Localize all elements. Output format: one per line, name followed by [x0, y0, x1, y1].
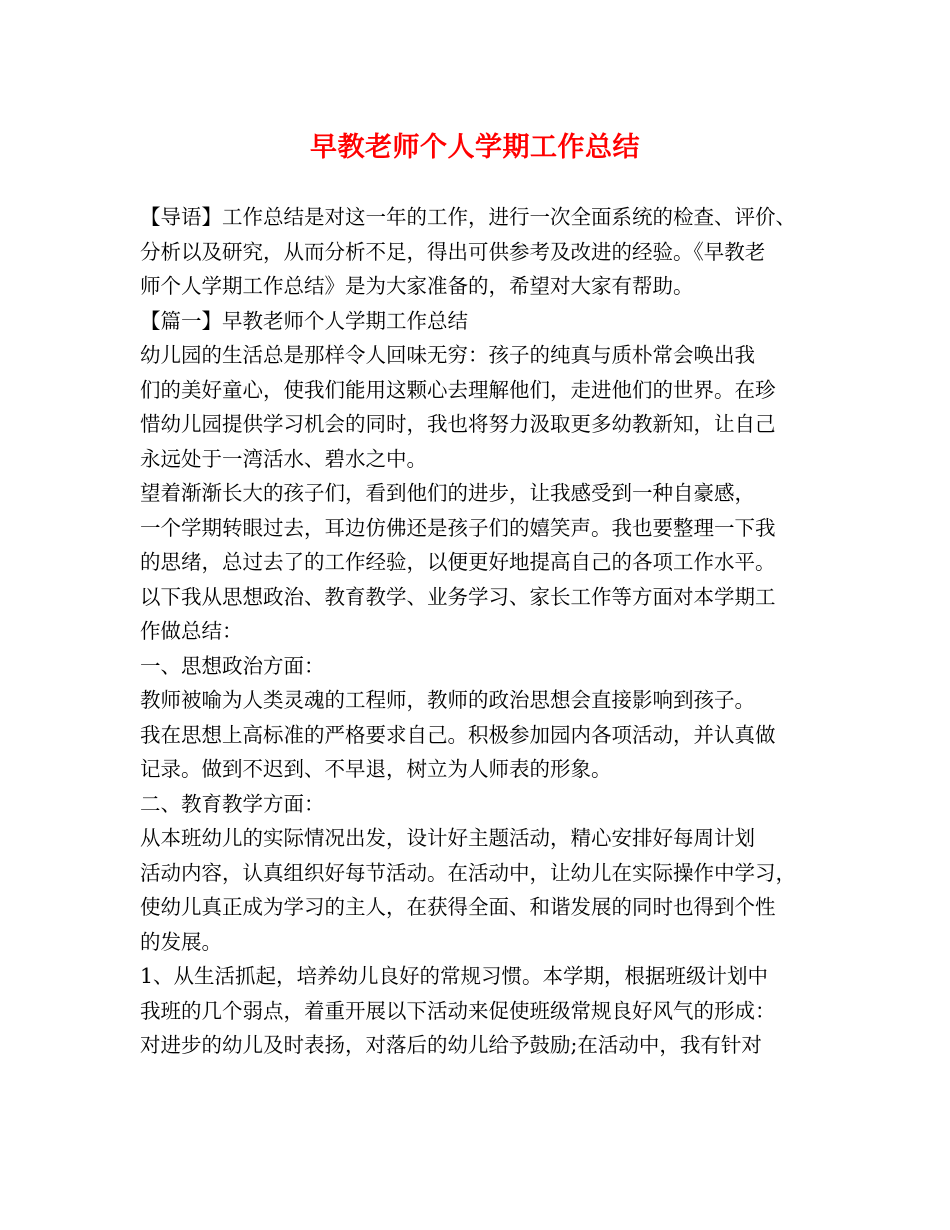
text-line: 1、从生活抓起，培养幼儿良好的常规习惯。本学期，根据班级计划中	[140, 964, 769, 988]
text-line: 记录。做到不迟到、不早退，树立为人师表的形象。	[140, 757, 612, 781]
text-line: 永远处于一湾活水、碧水之中。	[140, 446, 427, 471]
text-line: 作做总结：	[140, 619, 243, 643]
text-line: 们的美好童心，使我们能用这颗心去理解他们，走进他们的世界。在珍	[140, 377, 776, 402]
section-heading: 【篇一】早教老师个人学期工作总结	[140, 308, 468, 333]
text-line: 的发展。	[140, 929, 222, 954]
text-line: 一个学期转眼过去，耳边仿佛还是孩子们的嬉笑声。我也要整理一下我	[140, 515, 776, 540]
text-line: 活动内容，认真组织好每节活动。在活动中，让幼儿在实际操作中学习，	[140, 860, 796, 885]
text-line: 以下我从思想政治、教育教学、业务学习、家长工作等方面对本学期工	[140, 584, 776, 609]
text-line: 教师被喻为人类灵魂的工程师，教师的政治思想会直接影响到孩子。	[140, 688, 755, 712]
text-line: 对进步的幼儿及时表扬，对落后的幼儿给予鼓励;在活动中，我有针对	[140, 1033, 762, 1057]
document-body	[140, 200, 820, 1063]
text-line: 我班的几个弱点，着重开展以下活动来促使班级常规良好风气的形成：	[140, 998, 776, 1023]
text-line: 分析以及研究，从而分析不足，得出可供参考及改进的经验。《早教老	[140, 239, 766, 264]
text-line: 惜幼儿园提供学习机会的同时，我也将努力汲取更多幼教新知，让自己	[140, 412, 776, 436]
text-line: 望着渐渐长大的孩子们，看到他们的进步，让我感受到一种自豪感，	[140, 481, 755, 505]
text-line: 从本班幼儿的实际情况出发，设计好主题活动，精心安排好每周计划	[140, 826, 755, 850]
text-line: 幼儿园的生活总是那样令人回味无穷：孩子的纯真与质朴常会唤出我	[140, 343, 755, 367]
text-line: 使幼儿真正成为学习的主人，在获得全面、和谐发展的同时也得到个性	[140, 895, 776, 919]
document-title: 早教老师个人学期工作总结	[310, 132, 640, 163]
text-line: 的思绪，总过去了的工作经验，以便更好地提高自己的各项工作水平。	[140, 550, 776, 574]
text-line: 师个人学期工作总结》是为大家准备的，希望对大家有帮助。	[140, 274, 694, 298]
text-line: 【导语】工作总结是对这一年的工作，进行一次全面系统的检查、评价、	[140, 205, 796, 229]
text-line: 我在思想上高标准的严格要求自己。积极参加园内各项活动，并认真做	[140, 722, 776, 747]
section-heading: 一、思想政治方面：	[140, 653, 325, 678]
section-heading: 二、教育教学方面：	[140, 791, 325, 816]
